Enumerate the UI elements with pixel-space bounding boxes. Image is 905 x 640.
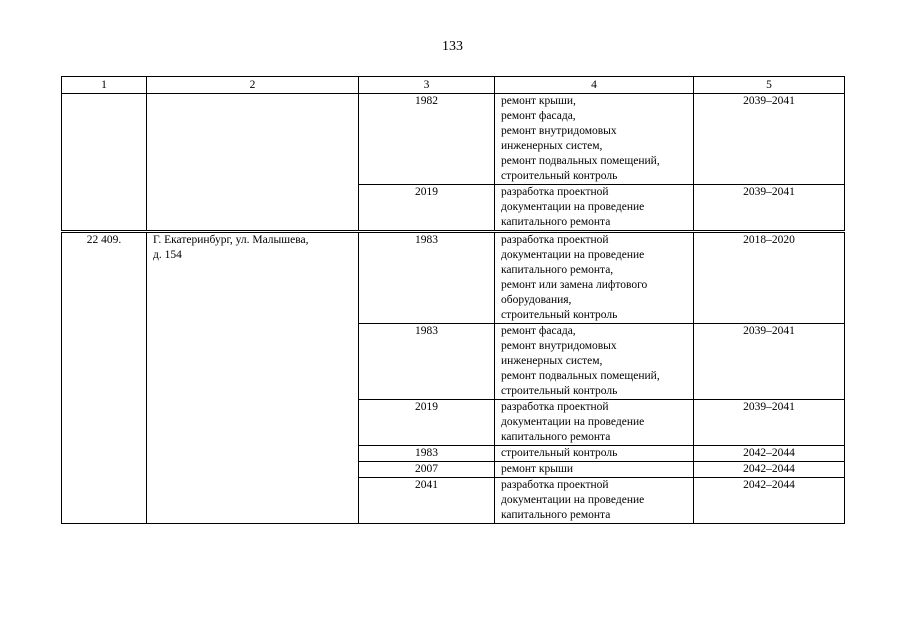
page-number: 133 [442,39,463,54]
header-col-1: 1 [62,77,147,94]
commission-year: 2019 [359,400,495,446]
work-types [495,185,694,232]
work-line: строительный контроль [501,385,618,397]
work-line: капитального ремонта, [501,264,614,276]
work-line: ремонт фасада, [501,325,576,337]
work-types [495,94,694,185]
planned-period: 2042–2044 [694,478,845,524]
work-line: разработка проектной [501,479,609,491]
work-line: строительный контроль [501,447,618,459]
work-line: ремонт внутридомовых [501,125,617,137]
work-types [495,324,694,400]
header-col-2: 2 [147,77,359,94]
commission-year: 1983 [359,232,495,324]
work-line: разработка проектной [501,186,609,198]
work-line: строительный контроль [501,309,618,321]
address-cell [147,232,359,524]
work-line: капитального ремонта [501,431,611,443]
planned-period: 2039–2041 [694,400,845,446]
address-line: Г. Екатеринбург, ул. Малышева, [153,234,309,246]
commission-year: 2041 [359,478,495,524]
work-line: оборудования, [501,294,572,306]
work-types [495,478,694,524]
table-row [62,94,845,185]
work-line: ремонт подвальных помещений, [501,370,660,382]
planned-period: 2042–2044 [694,446,845,462]
address-line: д. 154 [153,249,182,261]
planned-period: 2042–2044 [694,462,845,478]
address-cell [147,94,359,232]
table-body [62,94,845,524]
work-line: ремонт крыши [501,463,574,475]
work-line: инженерных систем, [501,140,603,152]
work-line: разработка проектной [501,401,609,413]
work-line: инженерных систем, [501,355,603,367]
commission-year: 1983 [359,324,495,400]
work-line: ремонт фасада, [501,110,576,122]
work-line: капитального ремонта [501,509,611,521]
row-number: 22 409. [62,232,147,524]
commission-year: 2019 [359,185,495,232]
commission-year: 1982 [359,94,495,185]
header-col-3: 3 [359,77,495,94]
work-line: документации на проведение [501,201,645,213]
planned-period: 2039–2041 [694,324,845,400]
work-line: разработка проектной [501,234,609,246]
work-line: ремонт внутридомовых [501,340,617,352]
work-types [495,400,694,446]
commission-year: 2007 [359,462,495,478]
work-line: строительный контроль [501,170,618,182]
header-col-4: 4 [495,77,694,94]
work-line: документации на проведение [501,494,645,506]
planned-period: 2039–2041 [694,94,845,185]
row-number [62,94,147,232]
table-header-row [62,77,845,94]
planned-period: 2018–2020 [694,232,845,324]
table-row [62,232,845,324]
header-col-5: 5 [694,77,845,94]
work-types [495,462,694,478]
commission-year: 1983 [359,446,495,462]
work-line: документации на проведение [501,249,645,261]
capital-repair-table [61,76,845,524]
planned-period: 2039–2041 [694,185,845,232]
work-line: капитального ремонта [501,216,611,228]
work-types [495,232,694,324]
work-line: ремонт подвальных помещений, [501,155,660,167]
work-types [495,446,694,462]
work-line: ремонт или замена лифтового [501,279,648,291]
work-line: ремонт крыши, [501,95,576,107]
work-line: документации на проведение [501,416,645,428]
